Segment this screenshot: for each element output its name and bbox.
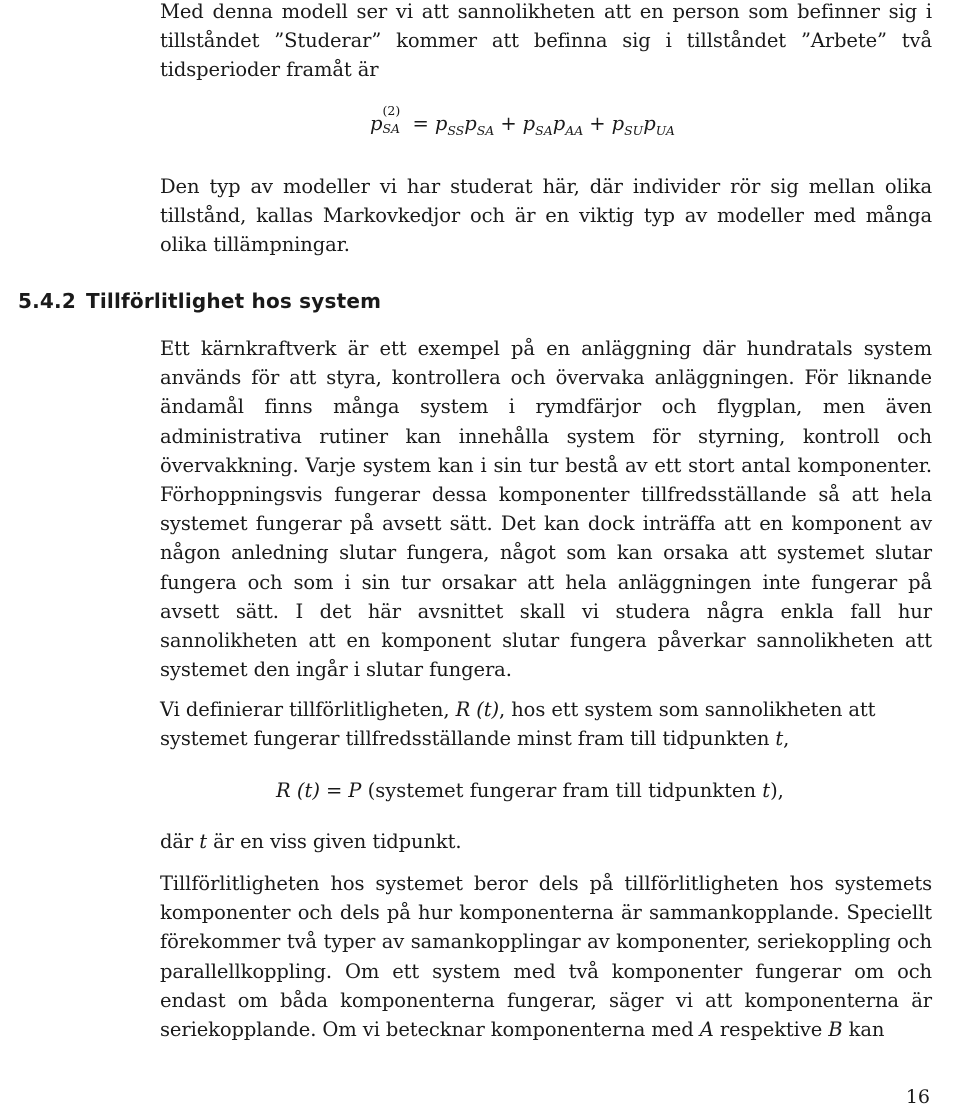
eq1-term: p bbox=[552, 112, 566, 135]
eq1-subscript: SA bbox=[476, 123, 495, 138]
eq1-subscript: SU bbox=[624, 123, 644, 138]
math-component-b: B bbox=[828, 1018, 843, 1042]
eq1-subscript: UA bbox=[655, 123, 675, 138]
math-reliability-function: R (t) bbox=[455, 698, 500, 721]
eq1-subscript: SS bbox=[447, 123, 465, 138]
where-text: där bbox=[160, 830, 194, 853]
definition-text: , bbox=[783, 727, 790, 751]
definition-text: Vi definierar tillförlitligheten, bbox=[160, 698, 450, 721]
paragraph-markov: Den typ av modeller vi har studerat här, där individer rör sig mellan olika tillstånd, kallas Markovkedjor och är en viktig typ av modeller med många olika tillämpningar. bbox=[160, 175, 932, 257]
paragraph-intro: Med denna modell ser vi att sannolikheten att en person som befinner sig i tillståndet ”Studerar” kommer att befinna sig i tillståndet ”Arbete” två tidsperioder framåt är bbox=[160, 0, 932, 82]
where-text: är en viss given tidpunkt. bbox=[213, 830, 462, 853]
eq1-term: p bbox=[434, 112, 448, 135]
equation-reliability-definition bbox=[276, 776, 784, 806]
math-component-a: A bbox=[699, 1018, 714, 1042]
eq1-lhs-indices bbox=[382, 103, 406, 136]
eq1-lhs-symbol: p bbox=[370, 112, 383, 135]
eq1-subscript: AA bbox=[565, 123, 584, 138]
eq2-equals: = bbox=[325, 779, 343, 802]
eq1-plus: + bbox=[589, 112, 606, 135]
eq2-text: (systemet fungerar fram till tidpunkten bbox=[367, 779, 757, 802]
eq1-equals: = bbox=[412, 112, 429, 135]
components-text: respektive bbox=[719, 1018, 823, 1042]
paragraph-where bbox=[160, 827, 932, 856]
section-heading bbox=[18, 286, 381, 316]
eq1-term: p bbox=[522, 112, 536, 135]
eq1-subscript: SA bbox=[535, 123, 553, 138]
eq2-lhs: R (t) bbox=[276, 779, 320, 802]
definition-text: , hos ett system som sannolikheten att systemet fungerar tillfredsställande minst fram till tidpunkten bbox=[160, 698, 876, 751]
eq1-term: p bbox=[611, 112, 625, 135]
eq2-close: ), bbox=[770, 779, 784, 802]
paragraph-reliability-intro: Ett kärnkraftverk är ett exempel på en anläggning där hundratals system används för att styra, kontrollera och övervaka anläggningen. För liknande ändamål finns många system i rymdfärjor och flygplan, men även administrativa rutiner kan innehålla system för styrning, kontroll och övervakkning. Varje system kan i sin tur bestå av ett stort antal komponenter. Förhoppningsvis fungerar dessa komponenter tillfredsställande så att hela systemet fungerar på avsett sätt. Det kan dock inträffa att en komponent av någon anledning slutar fungera, något som kan orsaka att systemet slutar fungera och som i sin tur orsakar att hela anläggningen inte fungerar på avsett sätt. I det här avsnittet skall vi studera några enkla fall hur sannolikheten att en komponent slutar fungera påverkar sannolikheten att systemet den ingår i slutar fungera. bbox=[160, 337, 932, 682]
paragraph-definition bbox=[160, 695, 932, 753]
math-time-variable: t bbox=[199, 830, 207, 853]
eq1-term: p bbox=[643, 112, 656, 135]
eq1-lhs-subscript: SA bbox=[382, 121, 401, 136]
components-text: Tillförlitligheten hos systemet beror dels på tillförlitligheten hos systemets komponenter och dels på hur komponenterna är sammankopplande. Speciellt förekommer två typer av samankopplingar av komponenter, seriekoppling och parallellkoppling. Om ett system med två komponenter fungerar om och endast om båda komponenterna fungerar, säger vi att komponenterna är seriekopplande. Om vi betecknar komponenterna med bbox=[160, 872, 932, 1042]
components-text: kan bbox=[848, 1018, 885, 1042]
page-number: 16 bbox=[905, 1086, 930, 1108]
eq1-term: p bbox=[464, 112, 477, 135]
eq1-lhs-superscript: (2) bbox=[382, 103, 401, 118]
equation-two-step-probability bbox=[370, 103, 675, 139]
section-number: 5.4.2 bbox=[18, 289, 76, 313]
eq2-time-variable: t bbox=[762, 779, 771, 802]
eq2-probability-symbol: P bbox=[348, 779, 362, 802]
section-title: Tillförlitlighet hos system bbox=[86, 289, 382, 313]
paragraph-components bbox=[160, 869, 932, 1044]
eq1-plus: + bbox=[500, 112, 517, 135]
math-time-variable: t bbox=[775, 727, 784, 751]
